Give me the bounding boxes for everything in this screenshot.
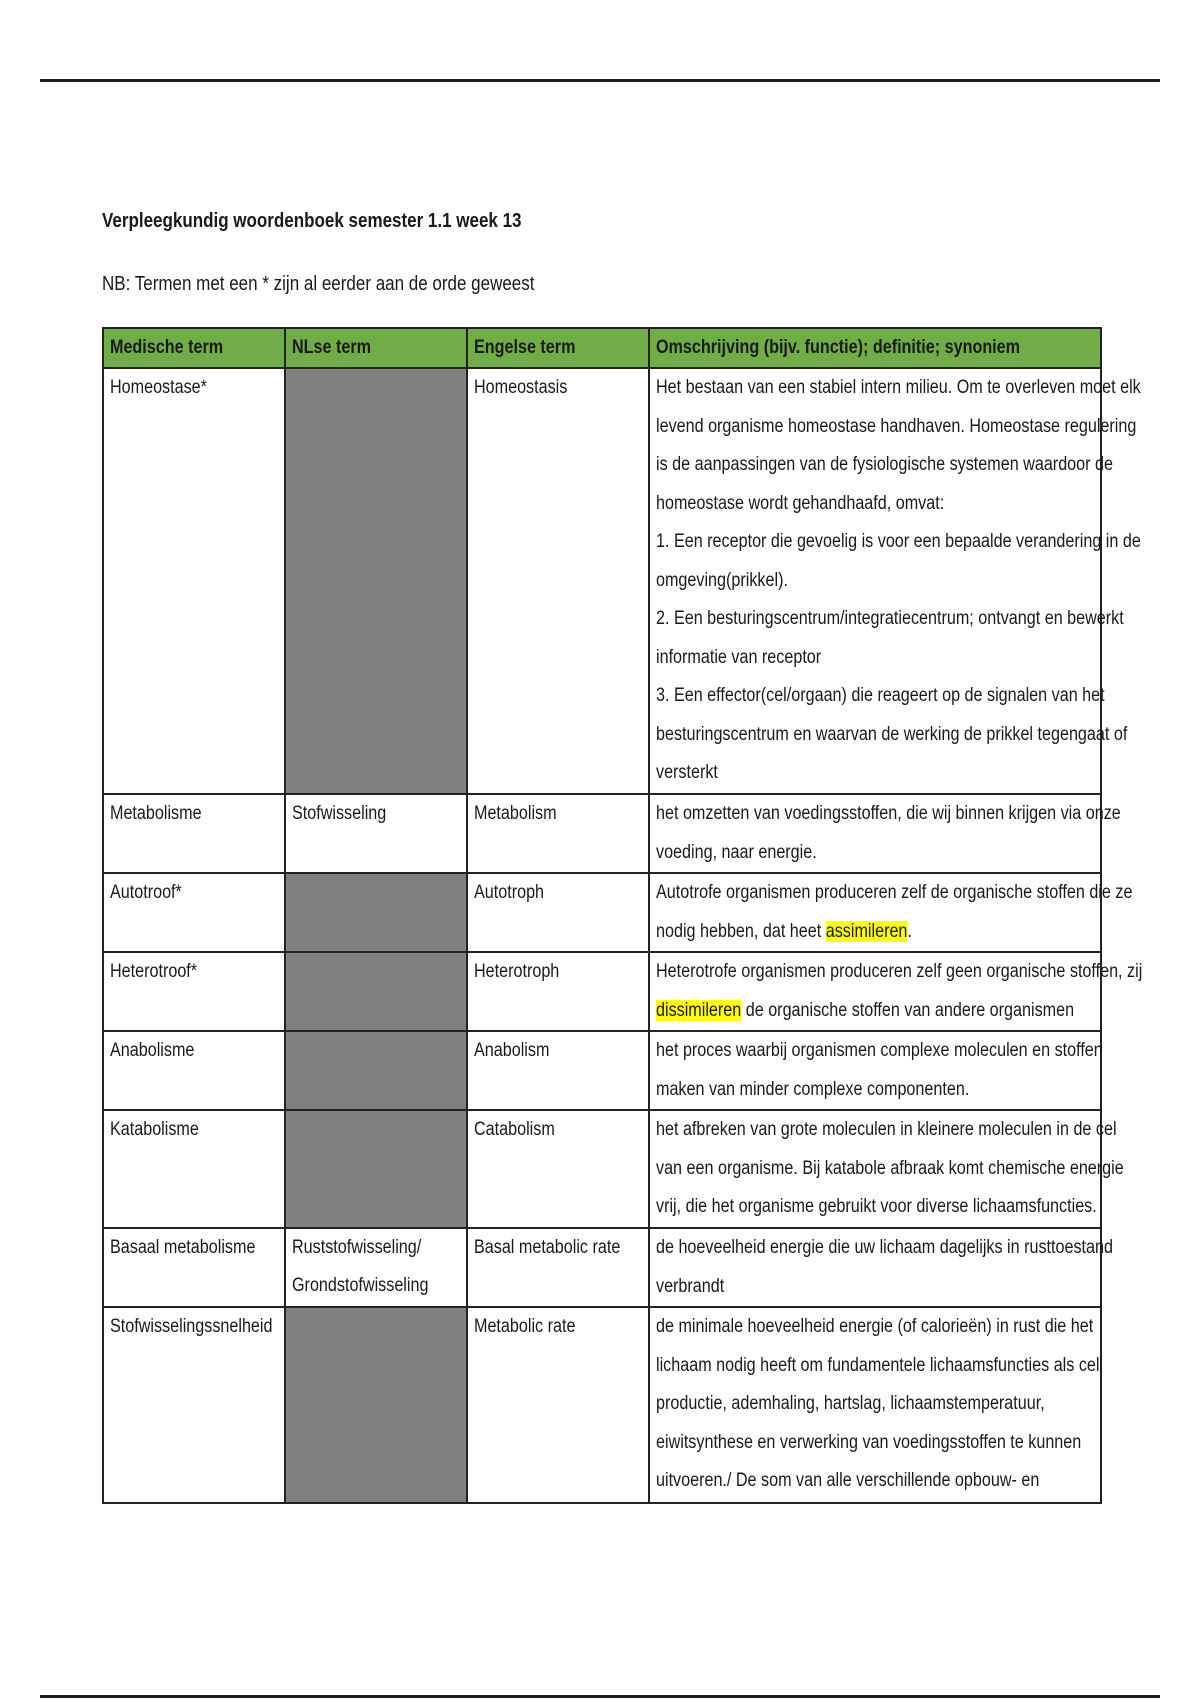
cell-medische-term: Katabolisme bbox=[103, 1110, 285, 1228]
header-engelse-term: Engelse term bbox=[467, 328, 649, 368]
cell-nl-term-empty bbox=[285, 1307, 467, 1503]
header-rule bbox=[40, 79, 1160, 82]
cell-medische-term: Heterotroof* bbox=[103, 952, 285, 1031]
footer-rule bbox=[40, 1695, 1160, 1698]
cell-nl-term: Stofwisseling bbox=[285, 794, 467, 873]
cell-omschrijving: Heterotrofe organismen produceren zelf geen organische stoffen, zij dissimileren de organische stoffen van andere organismen bbox=[649, 952, 1101, 1031]
cell-nl-term: Ruststofwisseling/ Grondstofwisseling bbox=[285, 1228, 467, 1307]
cell-medische-term: Stofwisselingssnelheid bbox=[103, 1307, 285, 1503]
cell-nl-term-empty bbox=[285, 368, 467, 794]
cell-nl-term-empty bbox=[285, 952, 467, 1031]
highlighted-term: assimileren bbox=[825, 920, 908, 942]
table-row bbox=[103, 1031, 1101, 1110]
cell-engelse-term: Autotroph bbox=[467, 873, 649, 952]
table-header-row bbox=[103, 328, 1101, 368]
table-row bbox=[103, 1307, 1101, 1503]
cell-engelse-term: Homeostasis bbox=[467, 368, 649, 794]
cell-omschrijving: het omzetten van voedingsstoffen, die wij binnen krijgen via onze voeding, naar energie. bbox=[649, 794, 1101, 873]
cell-engelse-term: Catabolism bbox=[467, 1110, 649, 1228]
header-omschrijving: Omschrijving (bijv. functie); definitie; synoniem bbox=[649, 328, 1101, 368]
cell-omschrijving: het afbreken van grote moleculen in kleinere moleculen in de cel van een organisme. Bij katabole afbraak komt chemische energie vrij, die het organisme gebruikt voor diverse lichaamsfuncties. bbox=[649, 1110, 1101, 1228]
cell-engelse-term: Metabolic rate bbox=[467, 1307, 649, 1503]
table-row bbox=[103, 873, 1101, 952]
table-row bbox=[103, 952, 1101, 1031]
glossary-table bbox=[102, 327, 1143, 1504]
cell-nl-term-empty bbox=[285, 1031, 467, 1110]
cell-omschrijving: het proces waarbij organismen complexe moleculen en stoffen maken van minder complexe componenten. bbox=[649, 1031, 1101, 1110]
cell-omschrijving: Het bestaan van een stabiel intern milieu. Om te overleven moet elk levend organisme homeostase handhaven. Homeostase regulering is de aanpassingen van de fysiologische systemen waardoor de homeostase wordt gehandhaafd, omvat: 1. Een receptor die gevoelig is voor een bepaalde verandering in de omgeving(prikkel). 2. Een besturingscentrum/integratiecentrum; ontvangt en bewerkt informatie van receptor 3. Een effector(cel/orgaan) die reageert op de signalen van het besturingscentrum en waarvan de werking de prikkel tegengaat of versterkt bbox=[649, 368, 1101, 794]
table-row bbox=[103, 368, 1101, 794]
cell-engelse-term: Metabolism bbox=[467, 794, 649, 873]
header-medische-term: Medische term bbox=[103, 328, 285, 368]
cell-medische-term: Basaal metabolisme bbox=[103, 1228, 285, 1307]
cell-omschrijving: Autotrofe organismen produceren zelf de organische stoffen die ze nodig hebben, dat heet assimileren. bbox=[649, 873, 1101, 952]
cell-engelse-term: Anabolism bbox=[467, 1031, 649, 1110]
document-title: Verpleegkundig woordenboek semester 1.1 week 13 bbox=[102, 210, 522, 232]
cell-medische-term: Homeostase* bbox=[103, 368, 285, 794]
header-nl-term: NLse term bbox=[285, 328, 467, 368]
highlighted-term: dissimileren bbox=[656, 999, 742, 1021]
table-row bbox=[103, 1228, 1101, 1307]
cell-omschrijving: de hoeveelheid energie die uw lichaam dagelijks in rusttoestand verbrandt bbox=[649, 1228, 1101, 1307]
cell-medische-term: Autotroof* bbox=[103, 873, 285, 952]
cell-nl-term-empty bbox=[285, 873, 467, 952]
table-row bbox=[103, 1110, 1101, 1228]
cell-engelse-term: Basal metabolic rate bbox=[467, 1228, 649, 1307]
document-note: NB: Termen met een * zijn al eerder aan de orde geweest bbox=[102, 273, 535, 295]
cell-omschrijving: de minimale hoeveelheid energie (of calorieën) in rust die het lichaam nodig heeft om fundamentele lichaamsfuncties als cel productie, ademhaling, hartslag, lichaamstemperatuur, eiwitsynthese en verwerking van voedingsstoffen te kunnen uitvoeren./ De som van alle verschillende opbouw- en bbox=[649, 1307, 1101, 1503]
cell-nl-term-empty bbox=[285, 1110, 467, 1228]
table-row bbox=[103, 794, 1101, 873]
cell-engelse-term: Heterotroph bbox=[467, 952, 649, 1031]
cell-medische-term: Metabolisme bbox=[103, 794, 285, 873]
cell-medische-term: Anabolisme bbox=[103, 1031, 285, 1110]
